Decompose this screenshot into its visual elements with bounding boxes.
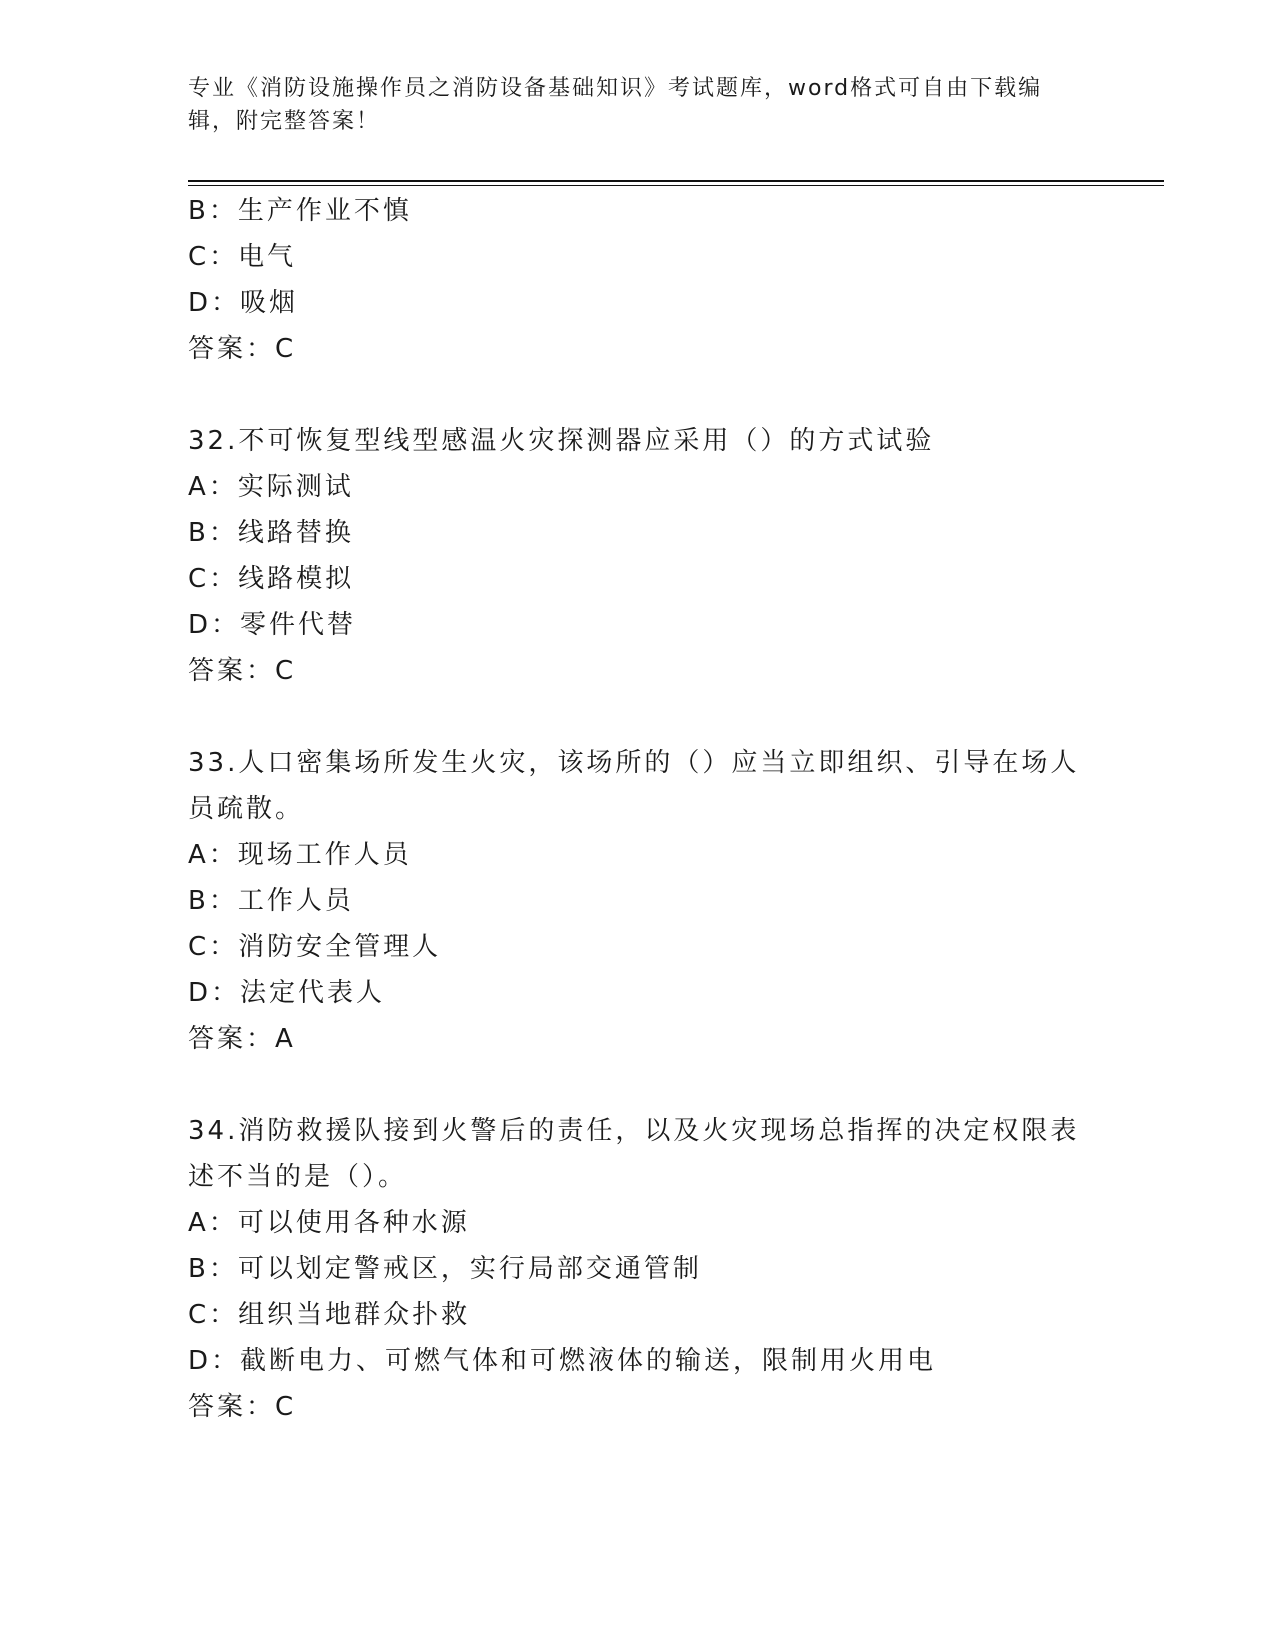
question-32 xyxy=(188,418,1088,694)
answer: 答案：A xyxy=(188,1024,296,1054)
question-text: 32.不可恢复型线型感温火灾探测器应采用（）的方式试验 xyxy=(188,426,935,456)
option-a: A：可以使用各种水源 xyxy=(188,1208,470,1238)
answer: 答案：C xyxy=(188,334,297,364)
option-b: B：工作人员 xyxy=(188,886,354,916)
question-text: 33.人口密集场所发生火灾，该场所的（）应当立即组织、引导在场人员疏散。 xyxy=(188,748,1080,824)
option-a: A：实际测试 xyxy=(188,472,354,502)
option-c: C：组织当地群众扑救 xyxy=(188,1300,471,1330)
option-c: C：线路模拟 xyxy=(188,564,355,594)
option-a: A：现场工作人员 xyxy=(188,840,412,870)
option-d: D：法定代表人 xyxy=(188,978,386,1008)
question-list xyxy=(188,188,1088,1430)
question-34 xyxy=(188,1108,1088,1430)
option-b: B：生产作业不慎 xyxy=(188,196,412,226)
option-b: B：线路替换 xyxy=(188,518,354,548)
option-c: C：电气 xyxy=(188,242,297,272)
option-d: D：吸烟 xyxy=(188,288,299,318)
answer: 答案：C xyxy=(188,1392,297,1422)
option-c: C：消防安全管理人 xyxy=(188,932,442,962)
spacer xyxy=(188,694,1088,740)
document-header: 专业《消防设施操作员之消防设备基础知识》考试题库，word格式可自由下载编辑，附完整答案！ xyxy=(188,76,1043,134)
spacer xyxy=(188,372,1088,418)
question-31-continued xyxy=(188,188,1088,372)
spacer xyxy=(188,1062,1088,1108)
header-divider xyxy=(188,180,1164,186)
option-d: D：截断电力、可燃气体和可燃液体的输送，限制用火用电 xyxy=(188,1346,937,1376)
question-33 xyxy=(188,740,1088,1062)
question-text: 34.消防救援队接到火警后的责任，以及火灾现场总指挥的决定权限表述不当的是（）。 xyxy=(188,1116,1080,1192)
option-b: B：可以划定警戒区，实行局部交通管制 xyxy=(188,1254,702,1284)
option-d: D：零件代替 xyxy=(188,610,357,640)
answer: 答案：C xyxy=(188,656,297,686)
